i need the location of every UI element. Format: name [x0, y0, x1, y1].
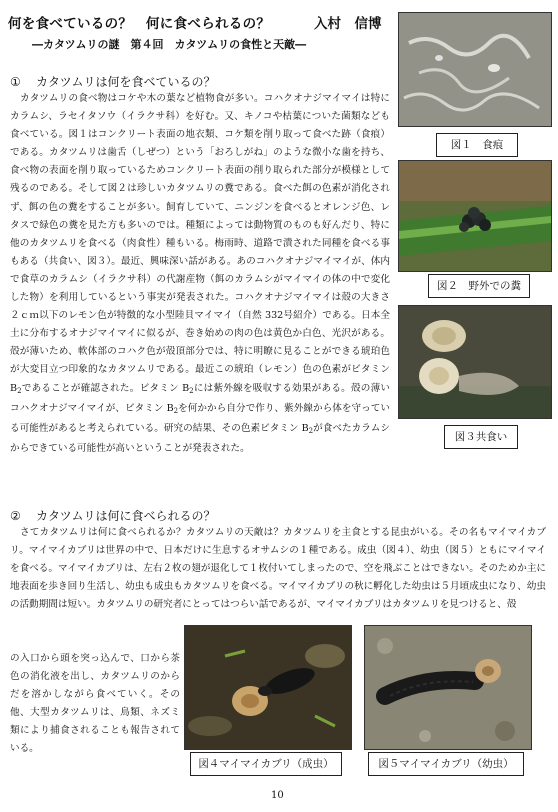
section1-text-part: であることが確認された。ビタミン B [21, 382, 190, 394]
subscript: 2 [189, 386, 194, 395]
section1-heading [10, 73, 216, 90]
figure4-photo [184, 625, 352, 750]
section2-body: さてカタツムリは何に食べられるか？カタツムリの天敵は？カタツムリを主食とする昆虫がいる。その名もマイマイカブリ。マイマイカブリは世界の中で、日本だけに生息するオサムシの１種である。成虫（図４）、幼虫（図５）ともにマイマイを食べる。マイマイカブリは、左右２枚の翅が退化して１枚付いてしまったので、空を飛ぶことはできない。そのためか主に地表面を歩き回り生活し、幼虫も成虫もカタツムリを食べる。マイマイカブリの秋に孵化した幼虫は５月頃成虫になり、幼虫の活動期間は短い。カタツムリの研究者にとってはつらい話であるが、マイマイカブリはカタツムリを見つけると、殻 [10, 527, 547, 611]
section2-heading [10, 507, 216, 524]
section1-text-part: が食べたカラムシからできている可能性が高いということが発表された。 [10, 422, 390, 454]
figure5-caption: 図５マイマイカブリ（幼虫） [368, 752, 524, 776]
figure2-photo [398, 160, 552, 272]
article-subtitle: ―カタツムリの謎 第４回 カタツムリの食性と天敵― [32, 38, 307, 51]
section1-text-part: カタツムリの食べ物はコケや木の葉など植物食が多い。コハクオナジマイマイは特にカラムシ、ラセイタソウ（イラクサ科）を好む。又、キノコや枯葉についた菌類なども食べている。図１はコンクリート表面の地衣類、コケ類を削り取って食べた跡（食痕）である。カタツムリは歯舌（しぜつ）という「おろしがね」のような微小な歯を持ち、食べ物の表面を削り取っているためコンクリート表面の削り取られた部分が模様として残るのである。そして図２は珍しいカタツムリの糞である。食べた餌の色素が消化されず、餌の色の糞をすることが多い。飼育していて、ニンジンを食べるとオレンジ色、レタスで緑色の糞を見た方も多いのでは。種類によっては動物質のものも好んだり、特に他のカタツムリを食べる（肉食性）種もいる。梅雨時、道路で潰された同種を食べる事もある（共食い、図３）。最近、興味深い話がある。あのコハクオナジマイマイが、体内で食草のカラムシ（イラクサ科）の代謝産物（餌のカラムシがマイマイの体の中で変化した物）を利用しているという事実が発表された。コハクオナジマイマイは殻の大きさ２ｃｍ以下のレモン色が特徴的な小型陸貝マイマイ（自然 332号紹介）である。日本全土に分布するオナジマイマイに似るが、巻き始めの肉の色は黄色か白色、光沢がある。殻が薄いため、軟体部のコハク色が殻頂部分では、特に明瞭に見ることができる琥珀色が大変目立つ印象的なカタツムリである。最近この琥珀（レモン）色の色素がビタミン B [10, 93, 390, 394]
article-title: 何を食べているの？ 何に食べられるの？ [8, 16, 271, 32]
author-name: 入村 信博 [314, 16, 382, 32]
figure5-photo [364, 625, 532, 750]
figure1-photo [398, 12, 552, 127]
subscript: 2 [308, 426, 314, 435]
section1-heading-text: カタツムリは何を食べているの？ [36, 75, 216, 89]
section2-heading-text: カタツムリは何に食べられるの？ [36, 509, 216, 523]
concrete-feeding-trace-photo [399, 13, 551, 126]
figure2-caption: 図２ 野外での糞 [428, 274, 530, 298]
section2-body-continued: の入口から頭を突っ込んで、口から茶色の消化液を出し、カタツムリのからだを溶かしながら食べていく。その他、大型カタツムリは、鳥類、ネズミ類により捕食されることも報告されている。 [10, 653, 180, 755]
page-number: 10 [271, 790, 284, 801]
section1-body [10, 90, 390, 458]
beetle-larva-photo [365, 626, 531, 749]
figure3-caption: 図３共食い [444, 425, 518, 449]
section1-text-part: を何かから自分で作り、紫外線から体を守っている可能性があると考えられている。研究の結果、その色素ビタミン B [10, 402, 390, 434]
section2-number: ② [10, 509, 21, 523]
figure3-photo [398, 305, 552, 419]
subscript: 2 [173, 406, 179, 415]
cannibalism-snails-photo [399, 306, 551, 418]
figure1-caption: 図１ 食痕 [436, 133, 518, 157]
figure4-caption: 図４マイマイカブリ（成虫） [190, 752, 342, 776]
section1-text-part: には紫外線を吸収する効果がある。殻の薄いコハクオナジマイマイが、ビタミン B [10, 382, 390, 414]
snail-droppings-photo [399, 161, 551, 271]
beetle-adult-photo [185, 626, 351, 749]
section1-number: ① [10, 75, 21, 89]
subscript: 2 [17, 386, 22, 395]
